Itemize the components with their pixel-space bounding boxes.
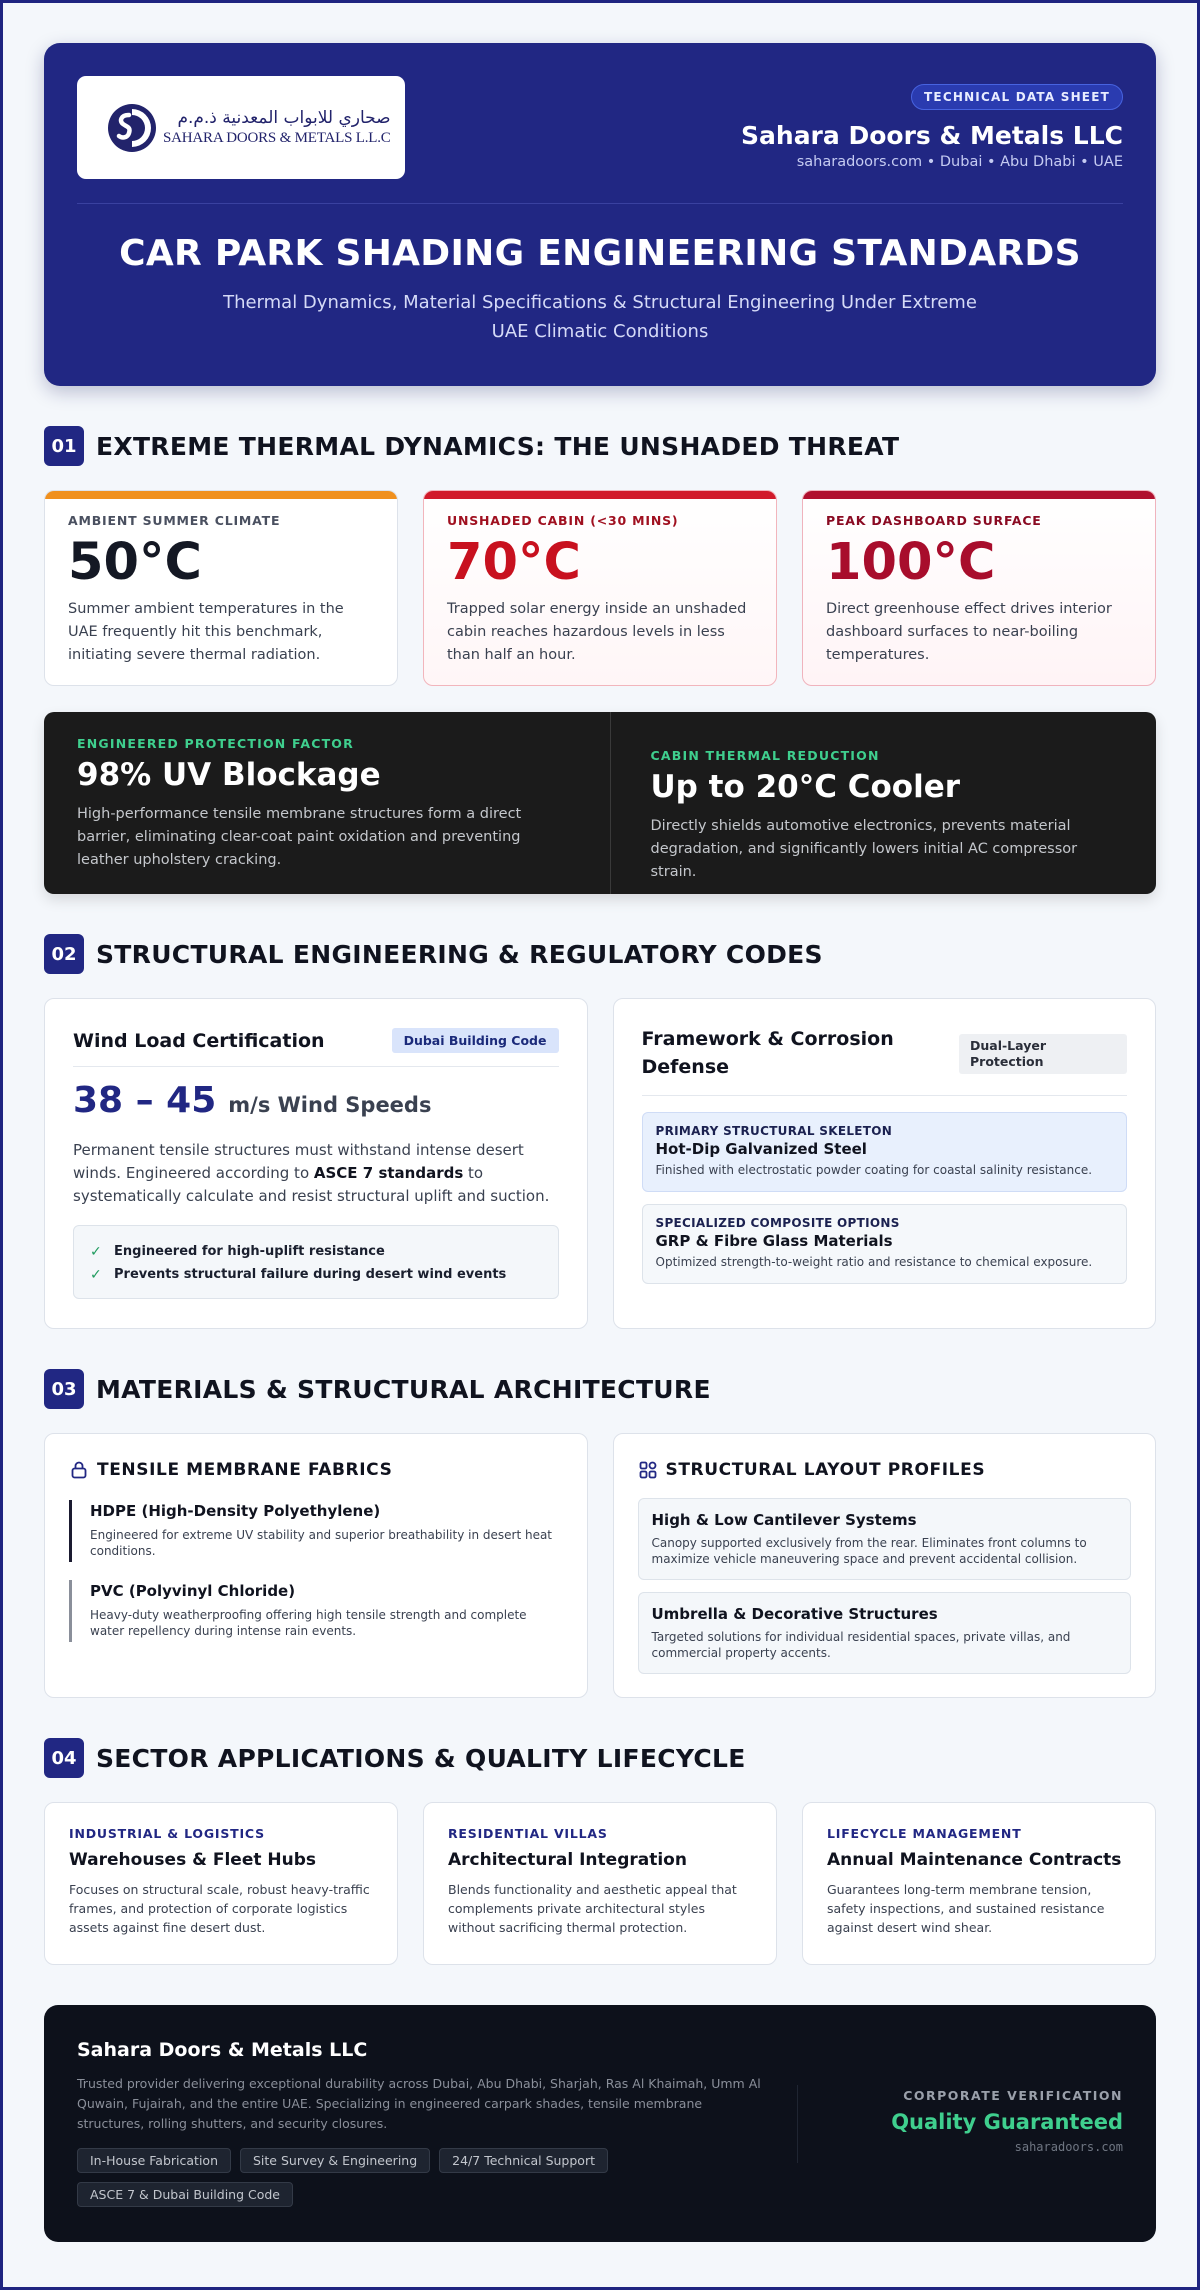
framework-card (613, 998, 1157, 1329)
section-number: 03 (44, 1369, 84, 1409)
section-thermal (44, 426, 1156, 894)
sd-logo-icon (107, 103, 157, 153)
spec-description: Optimized strength-to-weight ratio and resistance to chemical exposure. (655, 1255, 1093, 1269)
sector-card-residential (423, 1802, 777, 1965)
fabrics-title: TENSILE MEMBRANE FABRICS (97, 1460, 393, 1480)
profile-name: Umbrella & Decorative Structures (651, 1605, 938, 1623)
footer-divider (797, 2085, 798, 2163)
check-item: ✓ Prevents structural failure during desert wind events (90, 1266, 507, 1283)
spec-name: GRP & Fibre Glass Materials (655, 1232, 893, 1250)
wind-checklist (73, 1225, 559, 1299)
spec-eyebrow: SPECIALIZED COMPOSITE OPTIONS (655, 1216, 900, 1230)
spec-grp (642, 1204, 1128, 1284)
fabric-pvc (69, 1580, 563, 1642)
header-company-name: Sahara Doors & Metals LLC (741, 121, 1123, 150)
spec-description: Finished with electrostatic powder coating for coastal salinity resistance. (655, 1163, 1093, 1177)
checkmark-icon: ✓ (90, 1243, 102, 1260)
header-banner (44, 43, 1156, 386)
temp-label: PEAK DASHBOARD SURFACE (826, 513, 1042, 528)
footer-tag: ASCE 7 & Dubai Building Code (77, 2182, 293, 2207)
section-title: MATERIALS & STRUCTURAL ARCHITECTURE (96, 1374, 711, 1404)
temp-value: 50°C (68, 533, 202, 592)
lock-icon (69, 1460, 89, 1480)
profile-description: Canopy supported exclusively from the rear. Eliminates front columns to maximize vehicle maneuvering space and prevent accidental collision. (651, 1536, 1087, 1566)
wind-card-title: Wind Load Certification (73, 1030, 325, 1052)
fabric-name: PVC (Polyvinyl Chloride) (90, 1582, 296, 1600)
asce-standard-text: ASCE 7 standards (313, 1164, 464, 1182)
section-structural (44, 934, 1156, 1329)
card-divider (73, 1066, 559, 1067)
section-materials (44, 1369, 1156, 1698)
footer-tag: Site Survey & Engineering (240, 2148, 430, 2173)
footer-tag: 24/7 Technical Support (439, 2148, 608, 2173)
profile-description: Targeted solutions for individual residential spaces, private villas, and commercial property accents. (651, 1630, 1071, 1660)
protection-label: ENGINEERED PROTECTION FACTOR (77, 736, 354, 751)
sector-description: Focuses on structural scale, robust heavy-traffic frames, and protection of corporate logistics assets against fine desert dust. (69, 1882, 370, 1935)
section-title: SECTOR APPLICATIONS & QUALITY LIFECYCLE (96, 1743, 746, 1773)
logo-english-text: SAHARA DOORS & METALS L.L.C (163, 130, 391, 146)
profile-cantilever (638, 1498, 1132, 1580)
checkmark-icon: ✓ (90, 1266, 102, 1283)
spec-name: Hot-Dip Galvanized Steel (655, 1140, 867, 1158)
protection-description: High-performance tensile membrane structures form a direct barrier, eliminating clear-coat paint oxidation and preventing leather upholstery cracking. (77, 806, 522, 868)
sector-card-industrial (44, 1802, 398, 1965)
fabric-description: Heavy-duty weatherproofing offering high tensile strength and complete water repellency during intense rain events. (90, 1608, 527, 1638)
sector-card-lifecycle (802, 1802, 1156, 1965)
profiles-title: STRUCTURAL LAYOUT PROFILES (665, 1460, 986, 1480)
page-title: CAR PARK SHADING ENGINEERING STANDARDS (119, 233, 1081, 274)
header-divider (77, 203, 1123, 204)
sector-name: Annual Maintenance Contracts (827, 1850, 1122, 1870)
section-number: 01 (44, 426, 84, 466)
sector-description: Guarantees long-term membrane tension, safety inspections, and sustained resistance against desert wind shear. (827, 1882, 1105, 1935)
page-subtitle: Thermal Dynamics, Material Specifications & Structural Engineering Under Extreme UAE Climatic Conditions (223, 292, 977, 342)
wind-load-card (44, 998, 588, 1329)
sector-name: Warehouses & Fleet Hubs (69, 1850, 317, 1870)
section-title: EXTREME THERMAL DYNAMICS: THE UNSHADED THREAT (96, 431, 900, 461)
code-tag: Dubai Building Code (392, 1028, 559, 1053)
protection-panel (44, 712, 1156, 894)
section-number: 02 (44, 934, 84, 974)
wind-speed-range: 38 – 45 (73, 1080, 217, 1121)
wind-description: Permanent tensile structures must withstand intense desert winds. Engineered according to ASCE 7 standards to systematically calculate and resist structural uplift and suction. (73, 1141, 550, 1205)
footer-website[interactable]: saharadoors.com (1014, 2140, 1123, 2154)
logo-arabic-text: صحاري للابواب المعدنية ذ.م.م (177, 108, 391, 128)
temp-label: AMBIENT SUMMER CLIMATE (68, 513, 281, 528)
protection-tag: Dual-Layer Protection (959, 1034, 1127, 1074)
temp-value: 70°C (447, 533, 581, 592)
footer (44, 2005, 1156, 2242)
spec-steel (642, 1112, 1128, 1192)
footer-description: Trusted provider delivering exceptional durability across Dubai, Abu Dhabi, Sharjah, Ras Al Khaimah, Umm Al Quwain, Fujairah, and the entire UAE. Specializing in engineered carpark shades, tensile membrane structures, rolling shutters, and security closures. (77, 2076, 761, 2131)
temp-value: 100°C (826, 533, 996, 592)
header-contact-line: saharadoors.com • Dubai • Abu Dhabi • UAE (796, 154, 1123, 170)
sector-eyebrow: RESIDENTIAL VILLAS (448, 1826, 608, 1841)
card-divider (642, 1095, 1128, 1096)
reduction-value: Up to 20°C Cooler (650, 769, 961, 805)
footer-tag: In-House Fabrication (77, 2148, 231, 2173)
grid-icon (638, 1460, 658, 1480)
sector-eyebrow: LIFECYCLE MANAGEMENT (827, 1826, 1022, 1841)
reduction-label: CABIN THERMAL REDUCTION (650, 748, 880, 763)
sector-description: Blends functionality and aesthetic appeal that complements private architectural styles without sacrificing thermal protection. (448, 1882, 737, 1935)
verification-label: CORPORATE VERIFICATION (903, 2088, 1123, 2103)
section-sectors (44, 1738, 1156, 1965)
company-logo (77, 76, 405, 179)
temp-label: UNSHADED CABIN (<30 MINS) (447, 513, 679, 528)
footer-company-name: Sahara Doors & Metals LLC (77, 2039, 368, 2061)
fabric-name: HDPE (High-Density Polyethylene) (90, 1502, 381, 1520)
section-number: 04 (44, 1738, 84, 1778)
check-item: ✓ Engineered for high-uplift resistance (90, 1243, 385, 1260)
temp-card-dashboard (802, 490, 1156, 686)
profile-name: High & Low Cantilever Systems (651, 1511, 917, 1529)
fabric-description: Engineered for extreme UV stability and superior breathability in desert heat conditions. (90, 1528, 553, 1558)
doc-type-badge: TECHNICAL DATA SHEET (911, 84, 1123, 110)
section-title: STRUCTURAL ENGINEERING & REGULATORY CODES (96, 939, 823, 969)
temp-description: Trapped solar energy inside an unshaded cabin reaches hazardous levels in less than half an hour. (447, 601, 747, 663)
temp-description: Direct greenhouse effect drives interior dashboard surfaces to near-boiling temperatures. (826, 601, 1112, 663)
sector-eyebrow: INDUSTRIAL & LOGISTICS (69, 1826, 265, 1841)
sector-name: Architectural Integration (448, 1850, 687, 1870)
temp-card-ambient (44, 490, 398, 686)
fabrics-card (44, 1433, 588, 1698)
reduction-description: Directly shields automotive electronics, prevents material degradation, and significantly lowers initial AC compressor strain. (650, 818, 1078, 880)
quality-badge: Quality Guaranteed (891, 2110, 1123, 2134)
temp-description: Summer ambient temperatures in the UAE frequently hit this benchmark, initiating severe thermal radiation. (68, 601, 344, 663)
fabric-hdpe (69, 1500, 563, 1562)
temp-card-cabin (423, 490, 777, 686)
spec-eyebrow: PRIMARY STRUCTURAL SKELETON (655, 1124, 893, 1138)
protection-value: 98% UV Blockage (77, 757, 381, 793)
wind-speed-unit: m/s Wind Speeds (228, 1093, 432, 1117)
footer-tags (77, 2148, 637, 2207)
framework-card-title: Framework & Corrosion Defense (641, 1028, 894, 1078)
profiles-card (613, 1433, 1157, 1698)
profile-umbrella (638, 1592, 1132, 1674)
